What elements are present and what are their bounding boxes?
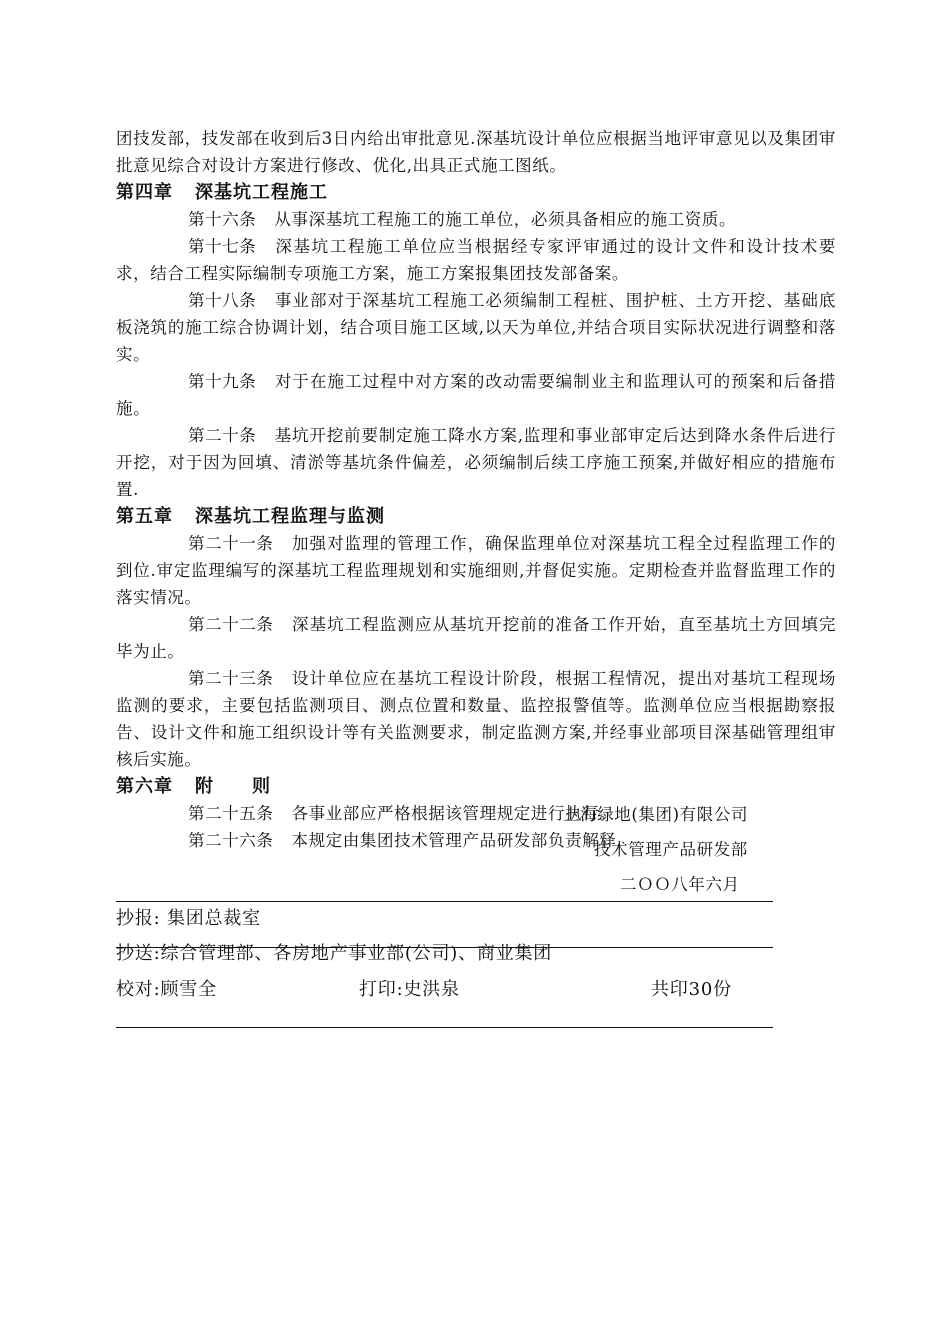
copy-to: 抄送:综合管理部、各房地产事业部(公司)、商业集团 <box>116 943 553 964</box>
article-22 <box>116 611 836 665</box>
chapter-number: 第六章 <box>116 776 173 797</box>
article-number: 第二十六条 <box>188 831 274 850</box>
document-body <box>116 125 836 854</box>
article-number: 第十六条 <box>188 210 257 229</box>
divider-top <box>116 901 773 902</box>
signature-date: 二ＯＯ八年六月 <box>620 875 740 894</box>
copies-count: 共印30份 <box>651 979 732 1000</box>
intro-paragraph: 团技发部，技发部在收到后3日内给出审批意见.深基坑设计单位应根据当地评审意见以及集团审批意见综合对设计方案进行修改、优化,出具正式施工图纸。 <box>116 129 836 175</box>
article-17 <box>116 233 836 287</box>
chapter-number: 第四章 <box>116 182 173 203</box>
chapter-number: 第五章 <box>116 506 173 527</box>
printed-by: 打印:史洪泉 <box>359 979 460 1000</box>
article-text: 基坑开挖前要制定施工降水方案,监理和事业部审定后达到降水条件后进行开挖，对于因为回填、清淤等基坑条件偏差，必须编制后续工序施工预案,并做好相应的措施布置. <box>116 426 836 499</box>
article-number: 第二十五条 <box>188 804 274 823</box>
article-number: 第十八条 <box>188 291 257 310</box>
chapter-6-heading <box>116 773 836 800</box>
article-number: 第二十条 <box>188 426 257 445</box>
article-text: 事业部对于深基坑工程施工必须编制工程桩、围护桩、土方开挖、基础底板浇筑的施工综合协调计划，结合项目施工区域,以天为单位,并结合项目实际状况进行调整和落实。 <box>116 291 836 364</box>
report-to: 抄报: 集团总裁室 <box>116 908 261 929</box>
divider-middle <box>116 947 773 948</box>
article-21 <box>116 530 836 611</box>
article-text: 从事深基坑工程施工的施工单位，必须具备相应的施工资质。 <box>274 210 737 229</box>
article-20 <box>116 422 836 503</box>
article-text: 深基坑工程施工单位应当根据经专家评审通过的设计文件和设计技术要求，结合工程实际编制专项施工方案，施工方案报集团技发部备案。 <box>116 237 836 283</box>
signature-company: 上海绿地(集团)有限公司 <box>563 805 749 824</box>
article-text: 加强对监理的管理工作，确保监理单位对深基坑工程全过程监理工作的到位.审定监理编写的深基坑工程监理规划和实施细则,并督促实施。定期检查并监督监理工作的落实情况。 <box>116 534 836 607</box>
article-text: 对于在施工过程中对方案的改动需要编制业主和监理认可的预案和后备措施。 <box>116 372 836 418</box>
chapter-5-heading <box>116 503 836 530</box>
article-text: 设计单位应在基坑工程设计阶段，根据工程情况，提出对基坑工程现场监测的要求，主要包括监测项目、测点位置和数量、监控报警值等。监测单位应当根据勘察报告、设计文件和施工组织设计等有关监测要求，制定监测方案,并经事业部项目深基础管理组审核后实施。 <box>116 669 836 769</box>
article-23 <box>116 665 836 773</box>
article-text: 各事业部应严格根据该管理规定进行执行。 <box>291 804 617 823</box>
proofreader: 校对:顾雪全 <box>116 979 217 1000</box>
article-text: 深基坑工程监测应从基坑开挖前的准备工作开始，直至基坑土方回填完毕为止。 <box>116 615 836 661</box>
article-number: 第十七条 <box>188 237 257 256</box>
signature-department: 技术管理产品研发部 <box>594 840 748 859</box>
chapter-title: 深基坑工程施工 <box>195 182 328 203</box>
article-number: 第二十一条 <box>188 534 274 553</box>
chapter-title: 附 则 <box>195 776 271 797</box>
article-number: 第二十三条 <box>188 669 274 688</box>
divider-bottom <box>116 1027 773 1028</box>
article-text: 本规定由集团技术管理产品研发部负责解释. <box>291 831 623 850</box>
article-number: 第十九条 <box>188 372 257 391</box>
article-19 <box>116 368 836 422</box>
chapter-4-heading <box>116 179 836 206</box>
article-18 <box>116 287 836 368</box>
article-16 <box>116 206 836 233</box>
article-number: 第二十二条 <box>188 615 274 634</box>
chapter-title: 深基坑工程监理与监测 <box>195 506 385 527</box>
